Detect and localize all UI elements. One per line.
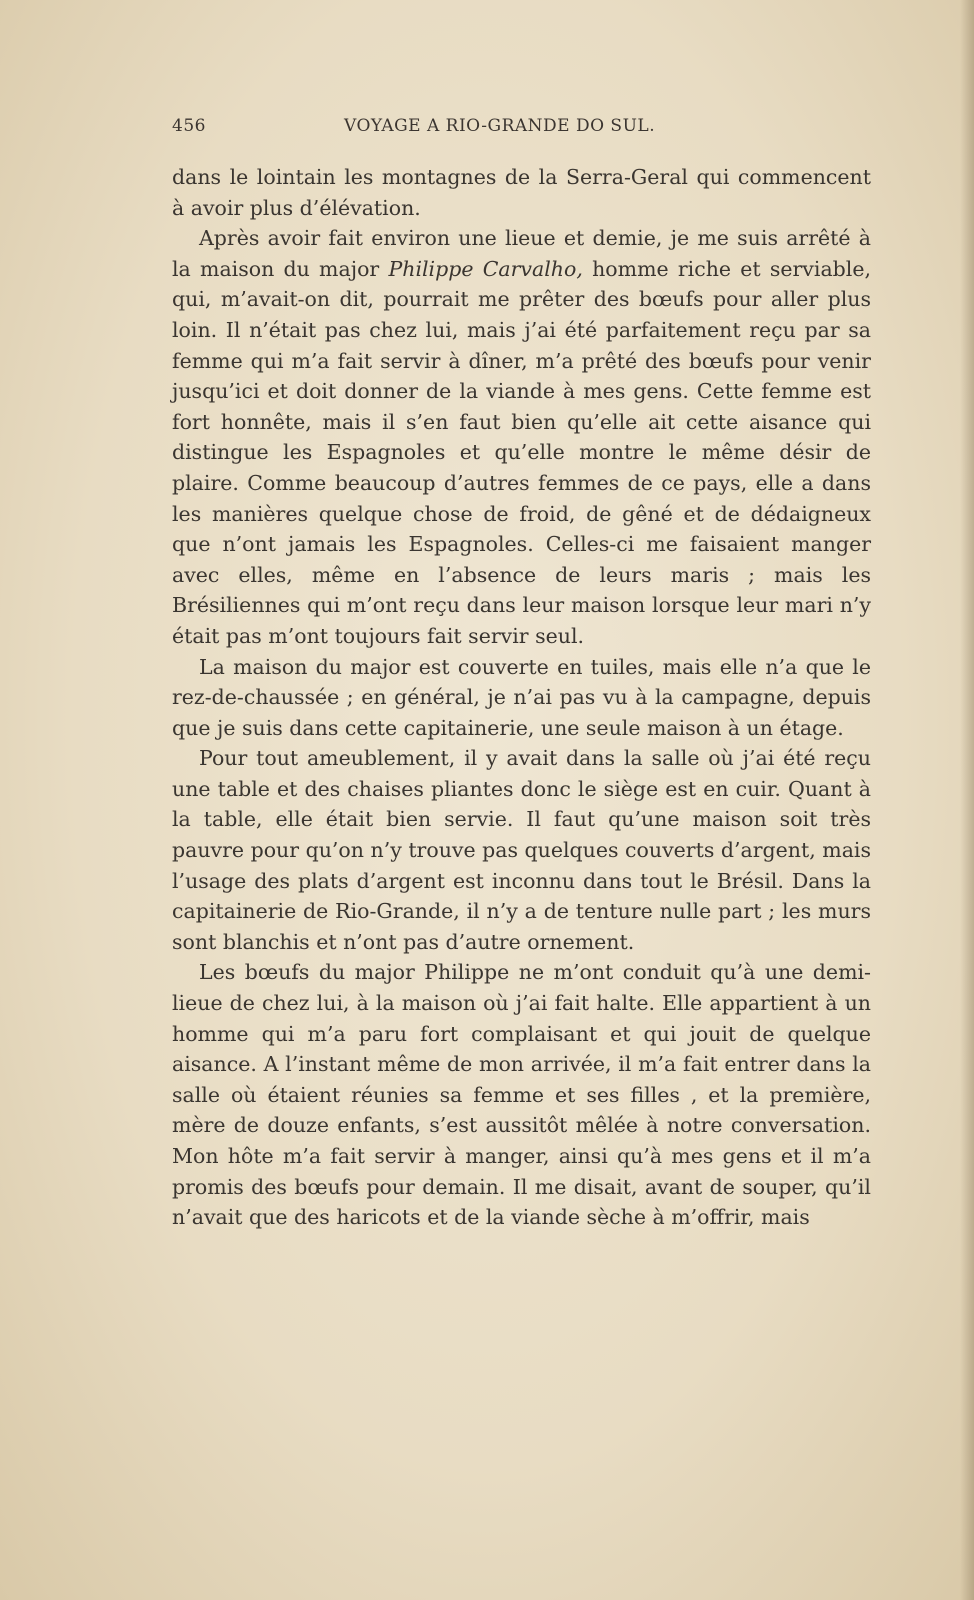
paragraph-5: Les bœufs du major Philippe ne m’ont conduit qu’à une demi-lieue de chez lui, à la maison où j’ai fait halte. Elle appartient à un homme qui m’a paru fort complaisant et qui jouit de quelque aisance. A l’instant même de mon arrivée, il m’a fait entrer dans la salle où étaient réunies sa femme et ses filles , et la première, mère de douze enfants, s’est aussitôt mêlée à notre conversation. Mon hôte m’a fait servir à manger, ainsi qu’à mes gens et il m’a promis des bœufs pour demain. Il me disait, avant de souper, qu’il n’avait que des haricots et de la viande sèche à m’offrir, mais	[172, 960, 871, 1230]
body-text	[172, 162, 871, 1233]
running-head	[172, 116, 872, 140]
paragraph-3: La maison du major est couverte en tuiles, mais elle n’a que le rez-de-chaussée ; en général, je n’ai pas vu à la campagne, depuis que je suis dans cette capitainerie, une seule maison à un étage.	[172, 654, 871, 740]
paragraph-2	[172, 223, 871, 651]
paragraph-4: Pour tout ameublement, il y avait dans la salle où j’ai été reçu une table et des chaises pliantes donc le siège est en cuir. Quant à la table, elle était bien servie. Il faut qu’une maison soit très pauvre pour qu’on n’y trouve pas quelques couverts d’argent, mais l’usage des plats d’argent est inconnu dans tout le Brésil. Dans la capitainerie de Rio-Grande, il n’y a de tenture nulle part ; les murs sont blanchis et n’ont pas d’autre ornement.	[172, 746, 871, 954]
name-philippe-carvalho: Philippe Carvalho,	[388, 256, 583, 281]
page-spine-shadow	[960, 0, 974, 1600]
paragraph-1: dans le lointain les montagnes de la Serra-Geral qui commencent à avoir plus d’élévation.	[172, 165, 871, 220]
page-number: 456	[172, 116, 206, 136]
running-title: VOYAGE A RIO-GRANDE DO SUL.	[344, 116, 656, 136]
paragraph-2-rest: homme riche et serviable, qui, m’avait-on dit, pourrait me prêter des bœufs pour aller plus loin. Il n’était pas chez lui, mais j’ai été parfaitement reçu par sa femme qui m’a fait servir à dîner, m’a prêté des bœufs pour venir jusqu’ici et doit donner de la viande à mes gens. Cette femme est fort honnête, mais il s’en faut bien qu’elle ait cette aisance qui distingue les Espagnoles et qu’elle montre le même désir de plaire. Comme beaucoup d’autres femmes de ce pays, elle a dans les manières quelque chose de froid, de gêné et de dédaigneux que n’ont jamais les Espagnoles. Celles-ci me faisaient manger avec elles, même en l’absence de leurs maris ; mais les Brésiliennes qui m’ont reçu dans leur maison lorsque leur mari n’y était pas m’ont toujours fait servir seul.	[172, 256, 871, 648]
paragraph-2-start: Après avoir fait environ une lieue et demie, je me suis arrêté à la maison du major	[172, 226, 871, 281]
